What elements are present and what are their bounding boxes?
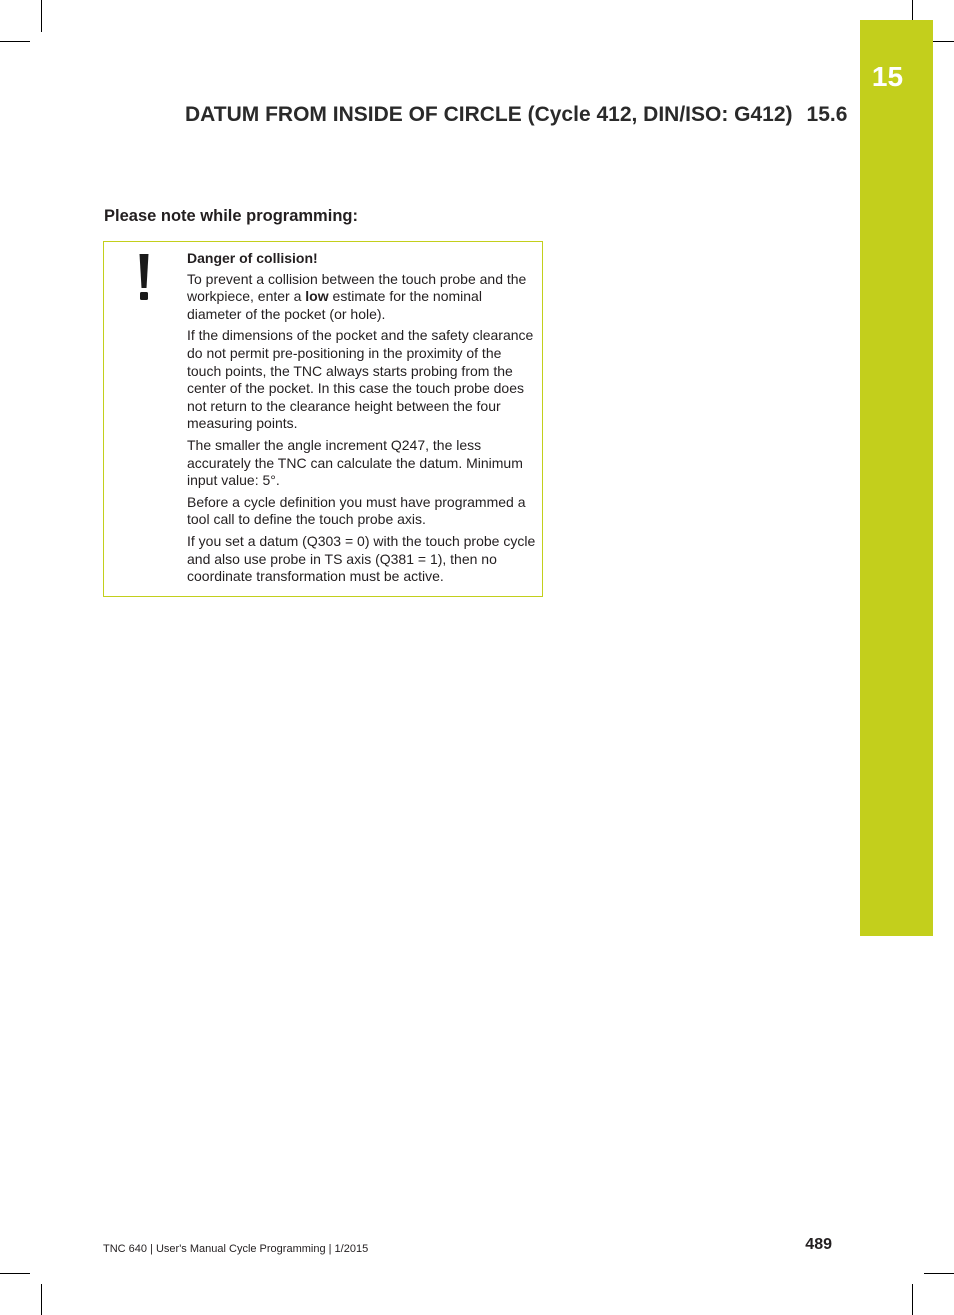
note-paragraph: If the dimensions of the pocket and the safety clearance do not permit pre-positioning in the proximity of the touch points, the TNC always starts probing from the center of the pocket. In this case the touch probe does not return to the clearance height between the four measuring points.	[187, 327, 534, 432]
warning-note-box	[103, 241, 543, 597]
note-paragraph: The smaller the angle increment Q247, the less accurately the TNC can calculate the datum. Minimum input value: 5°.	[187, 436, 523, 489]
section-heading: Please note while programming:	[104, 207, 358, 225]
note-paragraph: If you set a datum (Q303 = 0) with the touch probe cycle and also use probe in TS axis (Q381 = 1), then no coordinate transformation must be active.	[187, 532, 536, 585]
crop-mark	[912, 0, 913, 20]
note-title: Danger of collision!	[187, 250, 318, 266]
note-paragraph: Before a cycle definition you must have programmed a tool call to define the touch probe axis.	[187, 493, 526, 528]
note-text	[187, 250, 537, 590]
footer-manual-info: TNC 640 | User's Manual Cycle Programming | 1/2015	[103, 1243, 369, 1255]
header-title: DATUM FROM INSIDE OF CIRCLE (Cycle 412, DIN/ISO: G412)	[185, 103, 793, 126]
crop-mark	[924, 1273, 954, 1274]
chapter-number: 15	[871, 61, 904, 92]
crop-mark	[0, 41, 30, 42]
note-paragraph: To prevent a collision between the touch probe and the workpiece, enter a low estimate for the nominal diameter of the pocket (or hole).	[187, 270, 527, 322]
exclamation-icon	[137, 254, 151, 300]
chapter-tab	[860, 20, 933, 936]
crop-mark	[41, 1284, 42, 1315]
crop-mark	[41, 0, 42, 32]
crop-mark	[0, 1273, 30, 1274]
crop-mark	[912, 1284, 913, 1315]
page-number: 489	[805, 1236, 832, 1253]
emphasis-low: low	[305, 288, 329, 305]
header-section-number: 15.6	[806, 103, 848, 126]
page-header	[185, 100, 848, 130]
